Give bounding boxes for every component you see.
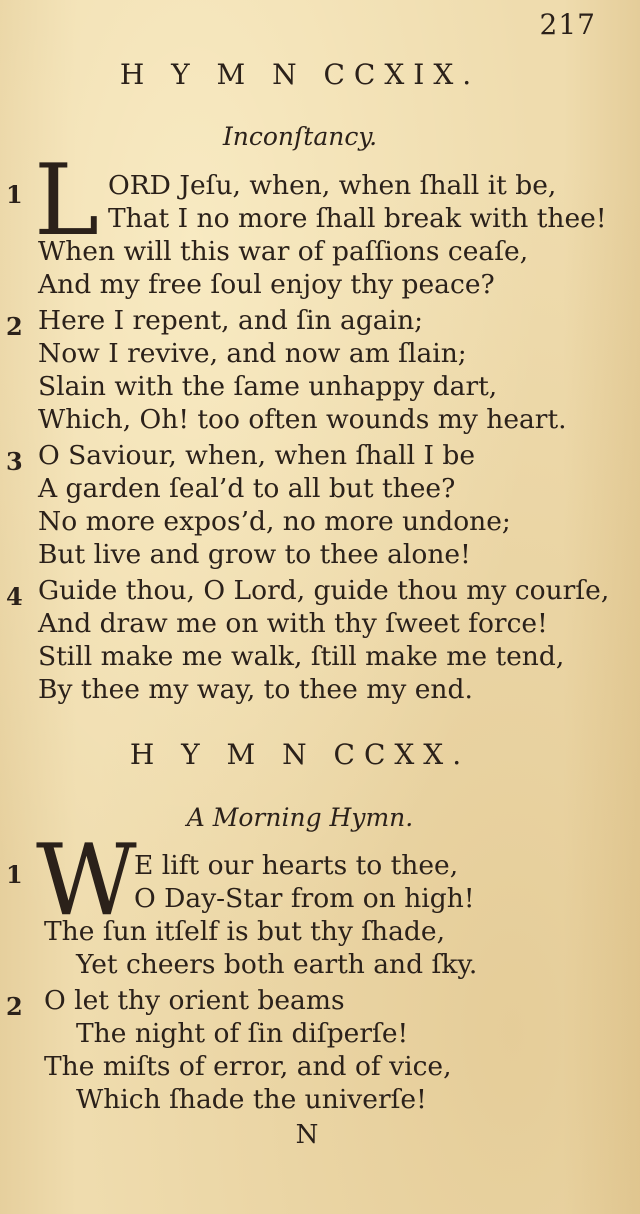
verse-number: 4 [6,582,23,611]
signature-mark: N [295,1120,319,1150]
verse-line: Now I revive, and now am ſlain; [38,338,467,369]
drop-cap: W [36,824,137,938]
verse-line: And draw me on with thy ſweet force! [38,608,548,639]
verse-line: And my free ſoul enjoy thy peace? [38,269,495,300]
verse-line: Here I repent, and ſin again; [38,305,424,336]
verse-line: A garden ſeal’d to all but thee? [38,473,456,504]
verse-line: O Saviour, when, when ſhall I be [38,440,476,471]
hymn-subtitle: A Morning Hymn. [186,803,414,832]
verse-line: By thee my way, to thee my end. [38,674,473,705]
verse-line: Still make me walk, ſtill make me tend, [38,641,565,672]
verse-number: 3 [6,447,23,476]
verse-line: Which ſhade the univerſe! [76,1084,427,1115]
hymn-title: H Y M N CCXIX. [119,58,481,91]
verse-line: ORD Jeſu, when, when ſhall it be, [108,170,557,201]
verse-line: O let thy orient beams [44,985,345,1016]
verse-line: Guide thou, O Lord, guide thou my courſe, [38,575,610,606]
verse-line: Yet cheers both earth and ſky. [76,949,478,980]
verse-line: When will this war of paſſions ceaſe, [38,236,529,267]
hymn-title: H Y M N CCXX. [129,738,471,771]
verse-line: But live and grow to thee alone! [38,539,471,570]
verse-line: The night of ſin diſperſe! [76,1018,409,1049]
verse-line: E lift our hearts to thee, [134,850,459,881]
hymn-subtitle: Inconſtancy. [222,122,378,151]
page-number: 217 [539,8,596,41]
verse-number: 1 [6,860,23,889]
verse-line: O Day-Star from on high! [134,883,475,914]
verse-line: The ſun itſelf is but thy ſhade, [44,916,445,947]
verse-number: 1 [6,180,23,209]
verse-line: Which, Oh! too often wounds my heart. [38,404,567,435]
verse-line: The miſts of error, and of vice, [44,1051,452,1082]
verse-number: 2 [6,992,23,1021]
verse-line: Slain with the ſame unhappy dart, [38,371,498,402]
verse-line: That I no more ſhall break with thee! [108,203,607,234]
drop-cap: L [34,144,100,258]
verse-number: 2 [6,312,23,341]
verse-line: No more expos’d, no more undone; [38,506,511,537]
